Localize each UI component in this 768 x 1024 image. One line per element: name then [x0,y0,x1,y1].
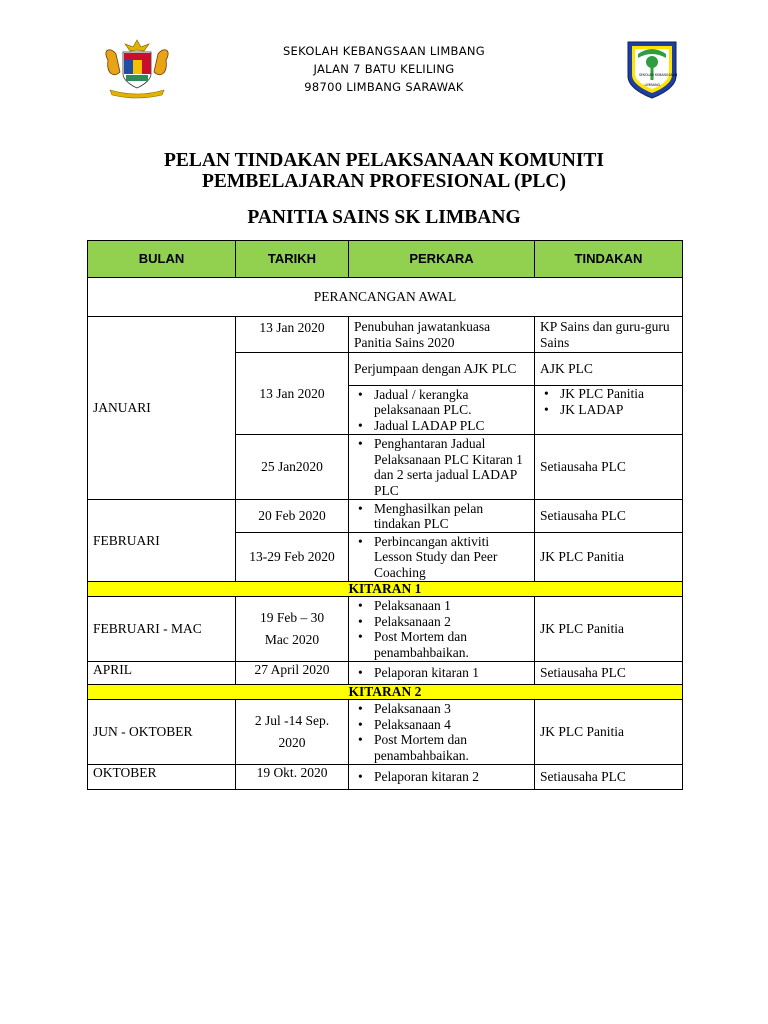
tarikh-cell: 13 Jan 2020 [236,317,349,353]
table-row [88,317,683,353]
perkara-cell [349,435,535,500]
list-item: • Jadual / kerangka pelaksanaan PLC. [374,387,529,418]
table-row [88,597,683,662]
perkara-cell: Perjumpaan dengan AJK PLC [349,353,535,386]
bulan-januari: JANUARI [88,317,236,500]
tindakan-cell: Setiausaha PLC [535,435,683,500]
tindakan-cell: JK PLC Panitia [535,533,683,582]
table-row [88,500,683,533]
tarikh-cell [236,597,349,662]
perkara-cell [349,700,535,765]
kitaran-2-label: KITARAN 2 [88,685,683,700]
tindakan-cell: Setiausaha PLC [535,662,683,685]
perkara-cell [349,765,535,790]
tarikh-cell: 25 Jan2020 [236,435,349,500]
list-item: • Pelaksanaan 3 [374,701,529,717]
logo-text-bottom: LIMBANG [644,83,661,87]
header-perkara: PERKARA [349,241,535,278]
list-item: • Jadual LADAP PLC [374,418,529,434]
school-address-line1: JALAN 7 BATU KELILING [313,62,455,76]
perkara-cell [349,662,535,685]
tarikh-line: Mac 2020 [264,632,320,647]
bulan-cell: FEBRUARI - MAC [88,597,236,662]
tindakan-cell: AJK PLC [535,353,683,386]
tindakan-cell: Setiausaha PLC [535,765,683,790]
list-item: • Pelaksanaan 4 [374,717,529,733]
list-item: • Perbincangan aktiviti Lesson Study dan Peer Coaching [374,534,529,581]
school-name: SEKOLAH KEBANGSAAN LIMBANG [282,44,486,58]
plan-table [87,240,683,790]
tarikh-cell: 19 Okt. 2020 [236,765,349,790]
tarikh-cell [236,700,349,765]
tarikh-line: 19 Feb – 30 [259,610,325,625]
perkara-cell [349,597,535,662]
table-row [88,765,683,790]
bulan-cell: OKTOBER [88,765,236,790]
list-item: • Post Mortem dan penambahbaikan. [374,732,529,763]
tindakan-cell [535,386,683,435]
table-row [88,662,683,685]
kitaran-row [88,685,683,700]
tindakan-cell: Setiausaha PLC [535,500,683,533]
school-logo [624,36,680,100]
perkara-cell [349,533,535,582]
bulan-februari: FEBRUARI [88,500,236,582]
tindakan-cell: JK PLC Panitia [535,597,683,662]
document-title-line1: PELAN TINDAKAN PELAKSANAAN KOMUNITI [163,150,605,171]
header-tindakan: TINDAKAN [535,241,683,278]
school-address-line2: 98700 LIMBANG SARAWAK [304,80,464,94]
logo-text-right: KEBANGSAAN [655,73,678,77]
list-item: • JK PLC Panitia [560,386,677,402]
document-subtitle: PANITIA SAINS SK LIMBANG [247,207,521,228]
bulan-cell: APRIL [88,662,236,685]
tarikh-cell: 13 Jan 2020 [236,353,349,435]
list-item: • Penghantaran Jadual Pelaksanaan PLC Kitaran 1 dan 2 serta jadual LADAP PLC [374,436,529,498]
table-header-row [88,241,683,278]
perkara-cell [349,500,535,533]
list-item: • JK LADAP [560,402,677,418]
tarikh-cell: 27 April 2020 [236,662,349,685]
section-row [88,278,683,317]
list-item: • Pelaporan kitaran 1 [374,665,529,681]
logo-text-left: SEKOLAH [639,73,654,77]
bulan-cell: JUN - OKTOBER [88,700,236,765]
document-title-line2: PEMBELAJARAN PROFESIONAL (PLC) [201,171,567,192]
list-item: • Menghasilkan pelan tindakan PLC [374,501,529,532]
list-item: • Post Mortem dan penambahbaikan. [374,629,529,660]
tarikh-line: 2020 [278,735,306,750]
tindakan-cell: JK PLC Panitia [535,700,683,765]
header-tarikh: TARIKH [236,241,349,278]
tarikh-cell: 13-29 Feb 2020 [236,533,349,582]
section-perancangan-awal: PERANCANGAN AWAL [88,278,683,317]
tindakan-cell: KP Sains dan guru-guru Sains [535,317,683,353]
header-bulan: BULAN [88,241,236,278]
list-item: • Pelaporan kitaran 2 [374,769,529,785]
tarikh-cell: 20 Feb 2020 [236,500,349,533]
list-item: • Pelaksanaan 1 [374,598,529,614]
table-row [88,700,683,765]
kitaran-row [88,582,683,597]
perkara-cell [349,386,535,435]
perkara-cell: Penubuhan jawatankuasa Panitia Sains 2020 [349,317,535,353]
kitaran-1-label: KITARAN 1 [88,582,683,597]
tarikh-line: 2 Jul -14 Sep. [254,713,330,728]
list-item: • Pelaksanaan 2 [374,614,529,630]
